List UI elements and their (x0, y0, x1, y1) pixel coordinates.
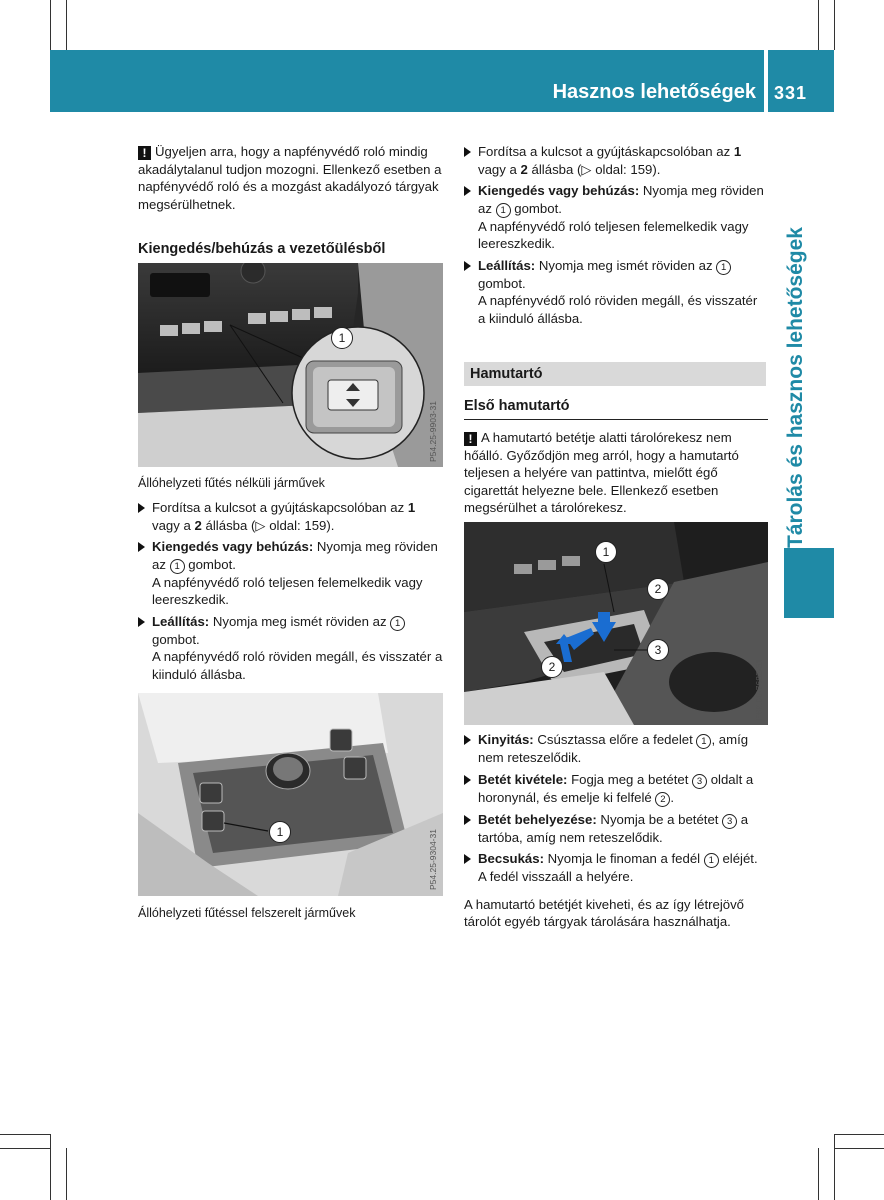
step-arrow-icon (138, 542, 145, 552)
ashtray-steps (464, 731, 768, 937)
callout-3: 3 (647, 639, 669, 661)
crop-mark (818, 1148, 819, 1200)
closing-paragraph: A hamutartó betétjét kiveheti, és az így létrejövő tárolót egyéb tárgyak tárolására használhatja. (464, 896, 745, 929)
page-title: Hasznos lehetőségek (552, 81, 756, 103)
section-heading: Kiengedés/behúzás a vezetőülésből (138, 241, 443, 265)
left-steps (138, 499, 443, 687)
photo-ashtray (464, 522, 768, 725)
step-item: Kiengedés vagy behúzás: Nyomja meg röviden az 1 gombot. A napfényvédő roló teljesen felemelkedik vagy leereszkedik. (138, 538, 443, 609)
callout-1: 1 (269, 821, 291, 843)
crop-mark (66, 0, 67, 50)
page-number-box (768, 50, 834, 112)
page-header (50, 50, 764, 112)
crop-mark (834, 1134, 835, 1200)
crop-mark (818, 0, 819, 50)
chapter-tab-label: Tárolás és hasznos lehetőségek (784, 227, 807, 548)
right-steps (464, 143, 768, 331)
image-code: P68.00-7682-31 (754, 659, 764, 720)
step-arrow-icon (464, 186, 471, 196)
callout-1: 1 (331, 327, 353, 349)
photo-heater-controller (138, 693, 443, 896)
crop-mark (50, 1134, 51, 1200)
crop-mark (50, 0, 51, 50)
step-arrow-icon (138, 617, 145, 627)
warning-note: ! Ügyeljen arra, hogy a napfényvédő roló mindig akadálytalanul tudjon mozogni. Ellenkező esetben a napfényvédő roló és a mozgást akadályozó tárgyak megsérülhetnek. (138, 144, 442, 212)
callout-1: 1 (595, 541, 617, 563)
step-arrow-icon (464, 735, 471, 745)
step-arrow-icon (464, 815, 471, 825)
step-item: Leállítás: Nyomja meg ismét röviden az 1 gombot. A napfényvédő roló röviden megáll, és visszatér a kiinduló állásba. (138, 613, 443, 684)
left-column (138, 143, 443, 265)
image-code: P54.25-9304-31 (428, 829, 438, 890)
step-arrow-icon (464, 854, 471, 864)
crop-mark (834, 0, 835, 50)
step-item: Fordítsa a kulcsot a gyújtáskapcsolóban az 1 vagy a 2 állásba (▷ oldal: 159). (464, 143, 768, 178)
crop-mark (834, 1148, 884, 1149)
callout-2: 2 (647, 578, 669, 600)
step-arrow-icon (138, 503, 145, 513)
step-item: Becsukás: Nyomja le finoman a fedél 1 eléjét. A fedél visszaáll a helyére. (464, 850, 768, 886)
warning-icon: ! (464, 432, 477, 446)
photo-caption: Állóhelyzeti fűtéssel felszerelt járművek (138, 906, 356, 920)
crop-mark (834, 1134, 884, 1135)
step-arrow-icon (464, 775, 471, 785)
step-item: Fordítsa a kulcsot a gyújtáskapcsolóban az 1 vagy a 2 állásba (▷ oldal: 159). (138, 499, 443, 534)
step-arrow-icon (464, 261, 471, 271)
warning-icon: ! (138, 146, 151, 160)
step-item: Kinyitás: Csúsztassa előre a fedelet 1 , amíg nem reteszelődik. (464, 731, 768, 767)
image-code: P54.25-9903-31 (428, 401, 438, 462)
step-item: Betét behelyezése: Nyomja be a betétet 3 a tartóba, amíg nem reteszelődik. (464, 811, 768, 847)
section-heading: Hamutartó (464, 362, 766, 386)
photo-sunblind-button (138, 263, 443, 467)
subheading: Első hamutartó (464, 398, 768, 420)
crop-mark (66, 1148, 67, 1200)
crop-mark (0, 1134, 50, 1135)
step-item: Betét kivétele: Fogja meg a betétet 3 oldalt a horonynál, és emelje ki felfelé 2 . (464, 771, 768, 807)
photo-caption: Állóhelyzeti fűtés nélküli járművek (138, 476, 325, 490)
callout-2: 2 (541, 656, 563, 678)
warning-note: ! A hamutartó betétje alatti tárolórekesz nem hőálló. Győződjön meg arról, hogy a hamutartó teljesen a helyére van pattintva, mielőtt égő cigarettát helyezne bele. Ellenkező esetben megsérülhet a tárolórekesz. (464, 430, 739, 515)
step-item: Kiengedés vagy behúzás: Nyomja meg röviden az 1 gombot. A napfényvédő roló teljesen felemelkedik vagy leereszkedik. (464, 182, 768, 253)
right-warning (464, 429, 768, 523)
page-number: 331 (774, 83, 808, 103)
step-item: Leállítás: Nyomja meg ismét röviden az 1 gombot. A napfényvédő roló röviden megáll, és visszatér a kiinduló állásba. (464, 257, 768, 328)
step-arrow-icon (464, 147, 471, 157)
crop-mark (0, 1148, 50, 1149)
chapter-tab-marker (784, 548, 834, 618)
